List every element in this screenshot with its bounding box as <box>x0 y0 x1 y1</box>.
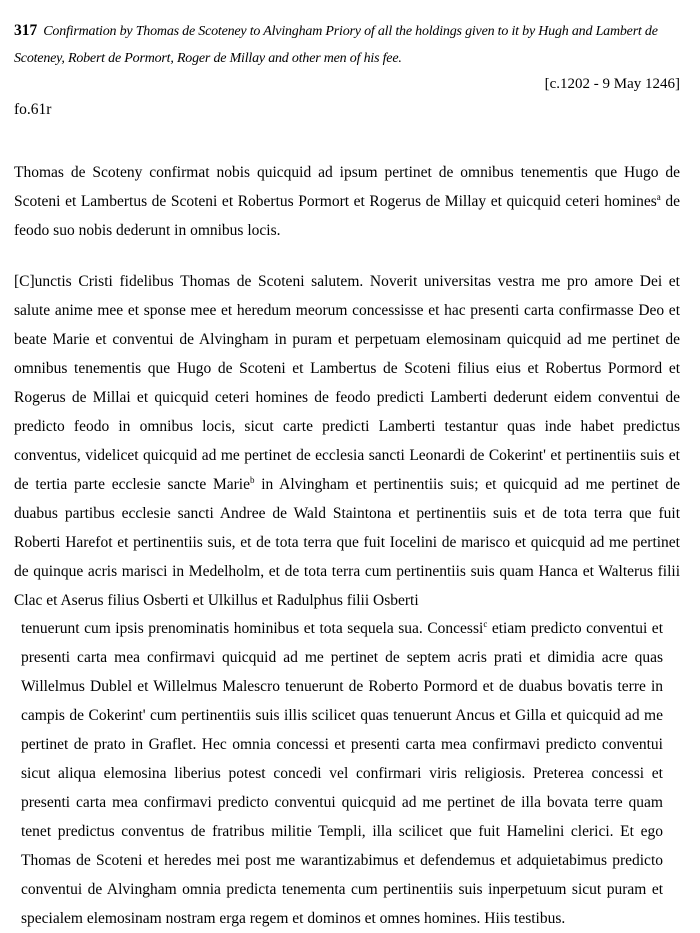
entry-heading <box>14 18 680 72</box>
summary-paragraph <box>14 158 680 245</box>
charter-text-block-1 <box>14 267 680 615</box>
footnote-marker-b: b <box>249 475 255 485</box>
charter-text-block-2 <box>21 614 663 933</box>
summary-text-part2: de feodo suo nobis dederunt in omnibus locis. <box>14 193 680 239</box>
charter-text-part4: etiam predicto conventui et presenti carta mea confirmavi quicquid ad me pertinet de septem acris prati et dimidia acre quas Willelmus Dublel et Willelmus Malescro tenuerunt de Roberto Pormord et de duabus bovatis terre in campis de Cokerint' cum pertinentiis suis illis scilicet quas tenuerunt Ancus et Gilla et quicquid ad me pertinet de prato in Graflet. Hec omnia concessi et presenti carta mea confirmavi predicto conventui sicut aliqua elemosina liberius potest concedi vel confirmari viris religiosis. Preterea concessi et presenti carta mea confirmavi predicto conventui quicquid ad me pertinet de illa bovata terre quam tenet predictus conventus de fratribus militie Templi, illa scilicet que fuit Hamelini clerici. Et ego Thomas de Scoteni et heredes mei post me warantizabimus et defendemus et adquietabimus predicto conventui de Alvingham omnia predicta tenementa cum pertinentiis suis inperpetuum sicut puram et specialem elemosinam nostram erga regem et dominos et omnes homines. Hiis testibus. <box>21 620 663 927</box>
folio-reference: fo.61r <box>14 101 52 118</box>
entry-date: [c.1202 - 9 May 1246] <box>544 76 680 92</box>
entry-title: Confirmation by Thomas de Scoteney to Alvingham Priory of all the holdings given to it by Hugh and Lambert de Scoteney, Robert de Pormort, Roger de Millay and other men of his fee. <box>14 24 658 66</box>
charter-text-part2: in Alvingham et pertinentiis suis; et quicquid ad me pertinet de duabus partibus ecclesie sancti Andree de Wald Staintona et pertinentiis suis et de tota terra que fuit Roberti Harefot et pertinentiis suis, et de tota terra que fuit Iocelini de marisco et quicquid ad me pertinet de quinque acris marisci in Medelholm, et de tota terra cum pertinentiis suis quam Hanca et Walterus filii Clac et Aserus filius Osberti et Ulkillus et Radulphus filii Osberti <box>14 476 680 609</box>
summary-text-part1: Thomas de Scoteny confirmat nobis quicquid ad ipsum pertinet de omnibus tenementis que Hugo de Scoteni et Lambertus de Scoteni et Robertus Pormort et Rogerus de Millay et quicquid ceteri homines <box>14 164 680 210</box>
footnote-marker-c: c <box>483 619 488 629</box>
charter-text-part3: tenuerunt cum ipsis prenominatis hominibus et tota sequela sua. Concessi <box>21 620 484 637</box>
charter-text-part1: [C]unctis Cristi fidelibus Thomas de Scoteni salutem. Noverit universitas vestra me pro amore Dei et salute anime mee et sponse mee et heredum meorum concessisse et hac presenti carta confirmasse Deo et beate Marie et conventui de Alvingham in puram et perpetuam elemosinam quicquid ad me pertinet de omnibus tenementis que Hugo de Scoteni et Lambertus de Scoteni filius eius et Robertus Pormord et Rogerus de Millai et quicquid ceteri homines de feodo predicti Lamberti dederunt eidem conventui de predicto feodo in omnibus locis, sicut carte predicti Lamberti testantur quas inde habet predictus conventus, videlicet quicquid ad me pertinet de ecclesia sancti Leonardi de Cokerint' et pertinentiis suis et de tertia parte ecclesie sancte Marie <box>14 273 680 493</box>
entry-number: 317 <box>14 22 38 39</box>
footnote-marker-a: a <box>656 192 661 202</box>
